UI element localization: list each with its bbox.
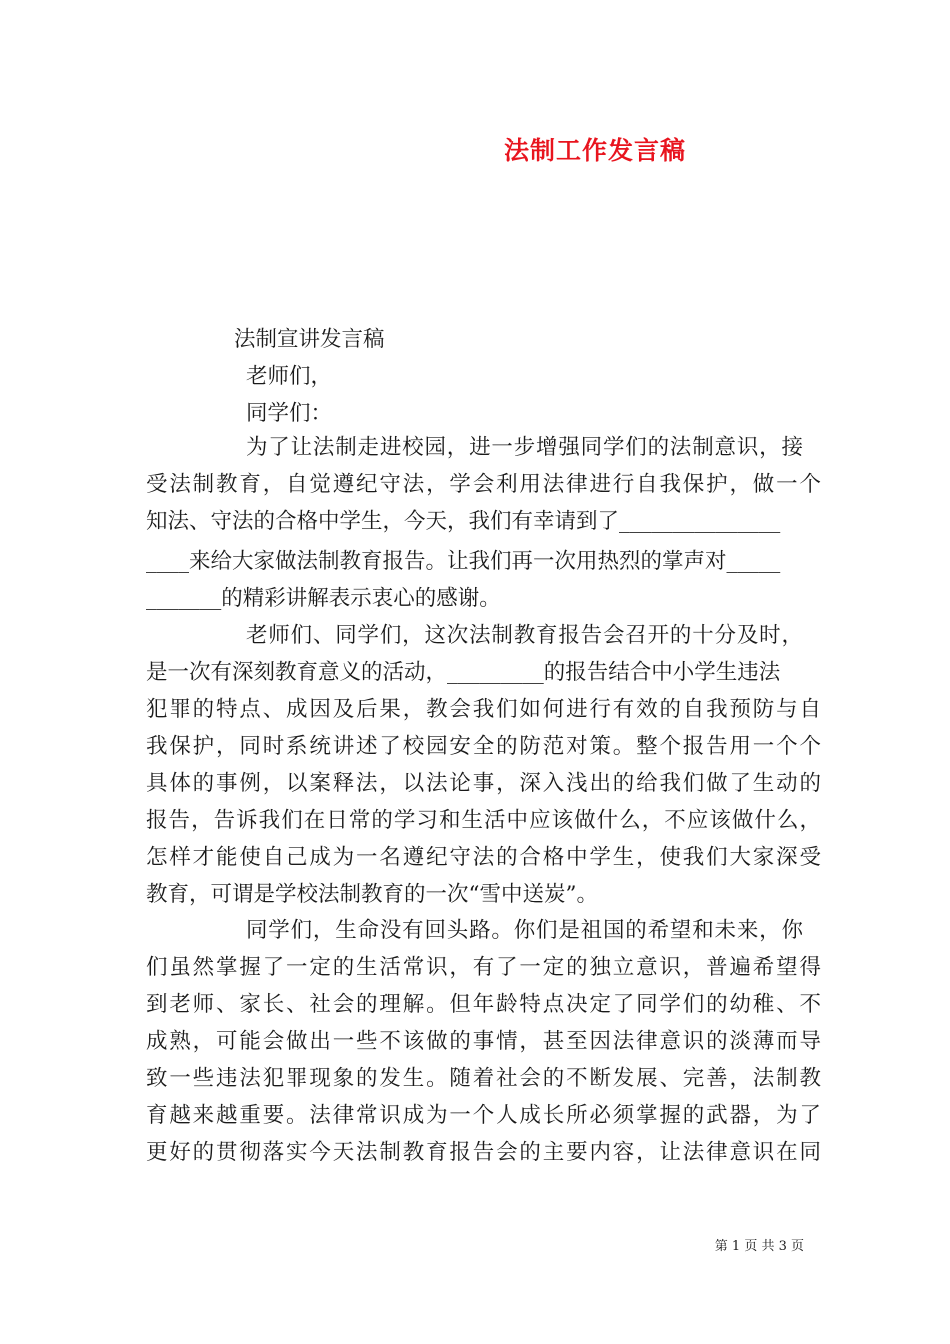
paragraph-1-line-1: 为了让法制走进校园，进一步增强同学们的法制意识，接 (246, 435, 803, 460)
paragraph-3-line-4: 成熟，可能会做出一些不该做的事情，甚至因法律意识的淡薄而导 (146, 1029, 821, 1054)
paragraph-3-line-5: 致一些违法犯罪现象的发生。随着社会的不断发展、完善，法制教 (146, 1066, 821, 1091)
page-number: 第 1 页 共 3 页 (714, 1239, 804, 1254)
salutation-students: 同学们： (246, 401, 333, 426)
paragraph-2-line-8: 教育，可谓是学校法制教育的一次“雪中送炭”。 (146, 882, 598, 907)
salutation-teachers: 老师们， (246, 364, 333, 389)
paragraph-1-line-4: ____来给大家做法制教育报告。让我们再一次用热烈的掌声对_____ (146, 549, 781, 574)
paragraph-2-line-3: 犯罪的特点、成因及后果，教会我们如何进行有效的自我预防与自 (146, 697, 821, 722)
paragraph-3-line-2: 们虽然掌握了一定的生活常识，有了一定的独立意识，普遍希望得 (146, 955, 821, 980)
paragraph-2-line-1: 老师们、同学们，这次法制教育报告会召开的十分及时， (246, 623, 803, 648)
paragraph-1-line-2: 受法制教育，自觉遵纪守法，学会利用法律进行自我保护，做一个 (146, 472, 821, 497)
paragraph-1-line-5: _______的精彩讲解表示衷心的感谢。 (146, 586, 501, 611)
document-title: 法制工作发言稿 (503, 136, 686, 165)
paragraph-2-line-7: 怎样才能使自己成为一名遵纪守法的合格中学生，使我们大家深受 (146, 845, 821, 870)
paragraph-2-line-4: 我保护，同时系统讲述了校园安全的防范对策。整个报告用一个个 (146, 734, 821, 759)
paragraph-3-line-1: 同学们，生命没有回头路。你们是祖国的希望和未来，你 (246, 918, 803, 943)
paragraph-2-line-2: 是一次有深刻教育意义的活动，_________的报告结合中小学生违法 (146, 660, 781, 685)
paragraph-3-line-7: 更好的贯彻落实今天法制教育报告会的主要内容，让法律意识在同 (146, 1140, 821, 1165)
paragraph-3-line-6: 育越来越重要。法律常识成为一个人成长所必须掌握的武器，为了 (146, 1103, 821, 1128)
paragraph-3-line-3: 到老师、家长、社会的理解。但年龄特点决定了同学们的幼稚、不 (146, 992, 821, 1017)
subtitle: 法制宣讲发言稿 (234, 327, 385, 352)
paragraph-1-line-3: 知法、守法的合格中学生，今天，我们有幸请到了_______________ (146, 509, 781, 534)
paragraph-2-line-6: 报告，告诉我们在日常的学习和生活中应该做什么，不应该做什么， (146, 808, 821, 833)
paragraph-2-line-5: 具体的事例，以案释法，以法论事，深入浅出的给我们做了生动的 (146, 771, 821, 796)
